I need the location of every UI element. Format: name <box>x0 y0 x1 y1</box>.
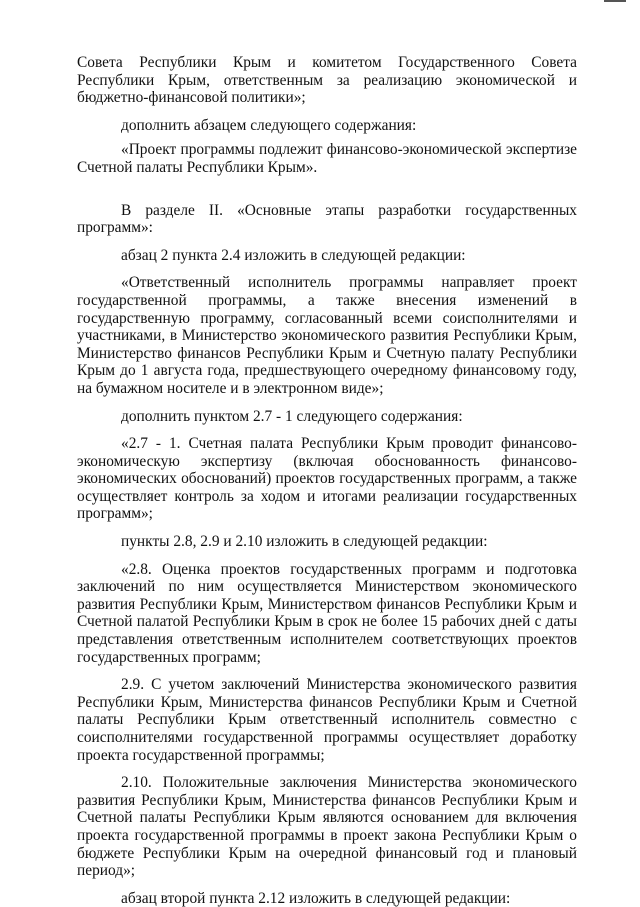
paragraph-add-2-7-1: дополнить пунктом 2.7 - 1 следующего содержания: <box>121 407 463 425</box>
paragraph-quote-expertise: «Проект программы подлежит финансово-экономической экспертизе Счетной палаты Республики Крым». <box>77 141 577 176</box>
paragraph-2-10: 2.10. Положительные заключения Министерства экономического развития Республики Крым, Министерства финансов Республики Крым и Счетной палаты Республики Крым являются основанием для включения проекта государственной программы в проект закона Республики Крым о бюджете Республики Крым на очередной финансовый год и плановый период»; <box>77 774 577 880</box>
paragraph-quote-2-8: «2.8. Оценка проектов государственных программ и подготовка заключений по ним осуществляется Министерством экономического развития Республики Крым, Министерством финансов Республики Крым и Счетной палатой Республики Крым в срок не более 15 рабочих дней с даты представления ответственным исполнителем соответствующих проектов государственных программ; <box>77 560 577 666</box>
paragraph-continuation: Совета Республики Крым и комитетом Государственного Совета Республики Крым, ответственным за реализацию экономической и бюджетно-финансовой политики»; <box>77 54 577 107</box>
document-body <box>77 54 577 907</box>
paragraph-abzac-2-4: абзац 2 пункта 2.4 изложить в следующей редакции: <box>121 246 466 264</box>
paragraph-section-ii: В разделе II. «Основные этапы разработки государственных программ»: <box>77 201 577 237</box>
paragraph-quote-2-4: «Ответственный исполнитель программы направляет проект государственной программы, а также внесения изменений в государственную программу, согласованный всеми соисполнителями и участниками, в Министерство экономического развития Республики Крым, Министерство финансов Республики Крым и Счетную палату Республики Крым до 1 августа года, предшествующего очередному финансовому году, на бумажном носителе и в электронном виде»; <box>77 274 577 397</box>
paragraph-abzac-2-12: абзац второй пункта 2.12 изложить в следующей редакции: <box>121 889 511 907</box>
paragraph-items-2-8-2-10: пункты 2.8, 2.9 и 2.10 изложить в следующей редакции: <box>121 533 488 551</box>
page-corner-mark <box>604 0 626 2</box>
paragraph-add-abzac: дополнить абзацем следующего содержания: <box>121 116 417 134</box>
paragraph-quote-2-7-1: «2.7 - 1. Счетная палата Республики Крым проводит финансово-экономическую экспертизу (включая обоснованность финансово-экономических обоснований) проектов государственных программ, а также осуществляет контроль за ходом и итогами реализации государственных программ»; <box>77 435 577 523</box>
paragraph-2-9: 2.9. С учетом заключений Министерства экономического развития Республики Крым, Министерства финансов Республики Крым и Счетной палаты Республики Крым ответственный исполнитель совместно с соисполнителями государственной программы осуществляет доработку проекта государственной программы; <box>77 676 577 764</box>
